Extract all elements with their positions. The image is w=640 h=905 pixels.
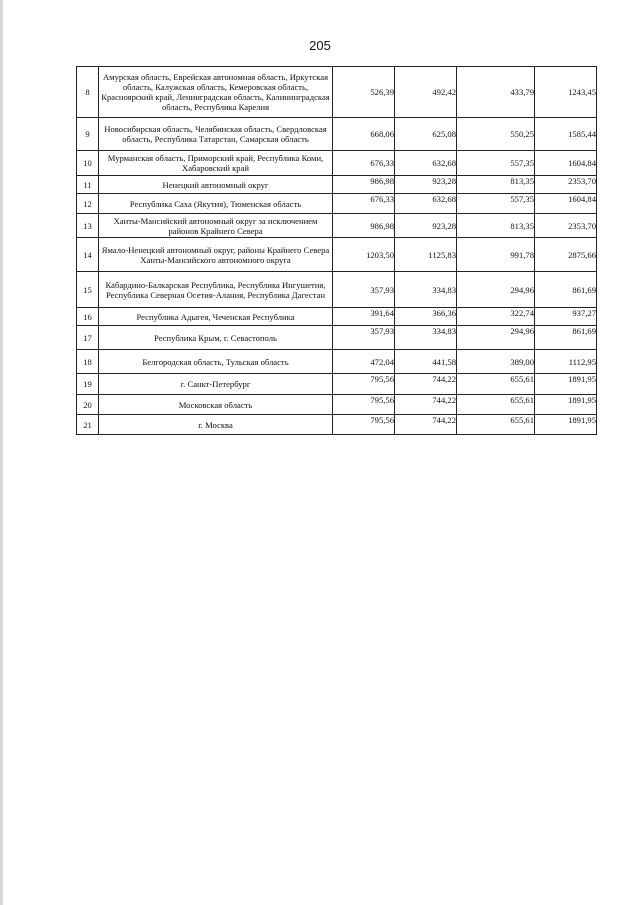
value-cell: 632,68 [395, 194, 457, 214]
value-cell: 1203,50 [333, 238, 395, 272]
region-cell: Кабардино-Балкарская Республика, Республика Ингушетия, Республика Северная Осетия-Алания, Республика Дагестан [99, 272, 333, 308]
value-cell: 625,08 [395, 118, 457, 151]
value-cell: 1891,95 [535, 415, 597, 435]
region-cell: Московская область [99, 395, 333, 415]
table-row [77, 214, 597, 238]
table-row [77, 308, 597, 326]
table-row [77, 176, 597, 194]
region-cell: Новосибирская область, Челябинская область, Свердловская область, Республика Татарстан, Самарская область [99, 118, 333, 151]
row-number: 16 [77, 308, 99, 326]
value-cell: 861,69 [535, 326, 597, 350]
row-number: 9 [77, 118, 99, 151]
table-row [77, 151, 597, 176]
row-number: 11 [77, 176, 99, 194]
table-row [77, 415, 597, 435]
value-cell: 655,61 [457, 415, 535, 435]
value-cell: 655,61 [457, 395, 535, 415]
row-number: 19 [77, 374, 99, 395]
value-cell: 1891,95 [535, 395, 597, 415]
value-cell: 357,93 [333, 272, 395, 308]
table-row [77, 395, 597, 415]
value-cell: 632,68 [395, 151, 457, 176]
value-cell: 472,04 [333, 350, 395, 374]
value-cell: 492,42 [395, 67, 457, 118]
table-row [77, 118, 597, 151]
value-cell: 795,56 [333, 395, 395, 415]
value-cell: 366,36 [395, 308, 457, 326]
value-cell: 986,98 [333, 176, 395, 194]
table-row [77, 194, 597, 214]
row-number: 20 [77, 395, 99, 415]
value-cell: 441,58 [395, 350, 457, 374]
region-cell: Белгородская область, Тульская область [99, 350, 333, 374]
row-number: 21 [77, 415, 99, 435]
value-cell: 655,61 [457, 374, 535, 395]
table-row [77, 238, 597, 272]
table-row [77, 272, 597, 308]
region-cell: Республика Крым, г. Севастополь [99, 326, 333, 350]
value-cell: 550,25 [457, 118, 535, 151]
value-cell: 433,79 [457, 67, 535, 118]
region-cell: Мурманская область, Приморский край, Республика Коми, Хабаровский край [99, 151, 333, 176]
value-cell: 2875,66 [535, 238, 597, 272]
value-cell: 744,22 [395, 374, 457, 395]
row-number: 14 [77, 238, 99, 272]
value-cell: 1125,83 [395, 238, 457, 272]
value-cell: 676,33 [333, 194, 395, 214]
row-number: 12 [77, 194, 99, 214]
value-cell: 861,69 [535, 272, 597, 308]
value-cell: 334,83 [395, 272, 457, 308]
value-cell: 1891,95 [535, 374, 597, 395]
value-cell: 813,35 [457, 176, 535, 194]
value-cell: 923,28 [395, 176, 457, 194]
value-cell: 1604,84 [535, 151, 597, 176]
value-cell: 294,96 [457, 326, 535, 350]
table-row [77, 374, 597, 395]
value-cell: 557,35 [457, 194, 535, 214]
region-cell: Амурская область, Еврейская автономная область, Иркутская область, Калужская область, Кемеровская область, Красноярский край, Ленинградская область, Калининградская область, Республика Карелия [99, 67, 333, 118]
value-cell: 2353,70 [535, 176, 597, 194]
value-cell: 1604,84 [535, 194, 597, 214]
value-cell: 294,96 [457, 272, 535, 308]
row-number: 17 [77, 326, 99, 350]
value-cell: 795,56 [333, 415, 395, 435]
value-cell: 676,33 [333, 151, 395, 176]
table-row [77, 326, 597, 350]
value-cell: 526,39 [333, 67, 395, 118]
value-cell: 795,56 [333, 374, 395, 395]
value-cell: 2353,70 [535, 214, 597, 238]
value-cell: 357,93 [333, 326, 395, 350]
table-row [77, 67, 597, 118]
region-cell: Ямало-Ненецкий автономный округ, районы Крайнего Севера Ханты-Мансийского автономного округа [99, 238, 333, 272]
value-cell: 744,22 [395, 415, 457, 435]
tariff-table [76, 66, 597, 435]
table-row [77, 350, 597, 374]
value-cell: 668,06 [333, 118, 395, 151]
value-cell: 557,35 [457, 151, 535, 176]
value-cell: 744,22 [395, 395, 457, 415]
region-cell: г. Санкт-Петербург [99, 374, 333, 395]
value-cell: 1585,44 [535, 118, 597, 151]
region-cell: Ненецкий автономный округ [99, 176, 333, 194]
value-cell: 334,83 [395, 326, 457, 350]
value-cell: 923,28 [395, 214, 457, 238]
region-cell: Республика Саха (Якутия), Тюменская область [99, 194, 333, 214]
page-number: 205 [309, 38, 331, 53]
row-number: 13 [77, 214, 99, 238]
value-cell: 391,64 [333, 308, 395, 326]
value-cell: 813,35 [457, 214, 535, 238]
row-number: 10 [77, 151, 99, 176]
row-number: 15 [77, 272, 99, 308]
value-cell: 937,27 [535, 308, 597, 326]
region-cell: Ханты-Мансийский автономный округ за исключением районов Крайнего Севера [99, 214, 333, 238]
value-cell: 1243,45 [535, 67, 597, 118]
row-number: 18 [77, 350, 99, 374]
value-cell: 991,78 [457, 238, 535, 272]
value-cell: 1112,95 [535, 350, 597, 374]
value-cell: 322,74 [457, 308, 535, 326]
region-cell: г. Москва [99, 415, 333, 435]
value-cell: 986,98 [333, 214, 395, 238]
row-number: 8 [77, 67, 99, 118]
scan-edge-left [0, 0, 3, 905]
region-cell: Республика Адыгея, Чеченская Республика [99, 308, 333, 326]
value-cell: 389,00 [457, 350, 535, 374]
